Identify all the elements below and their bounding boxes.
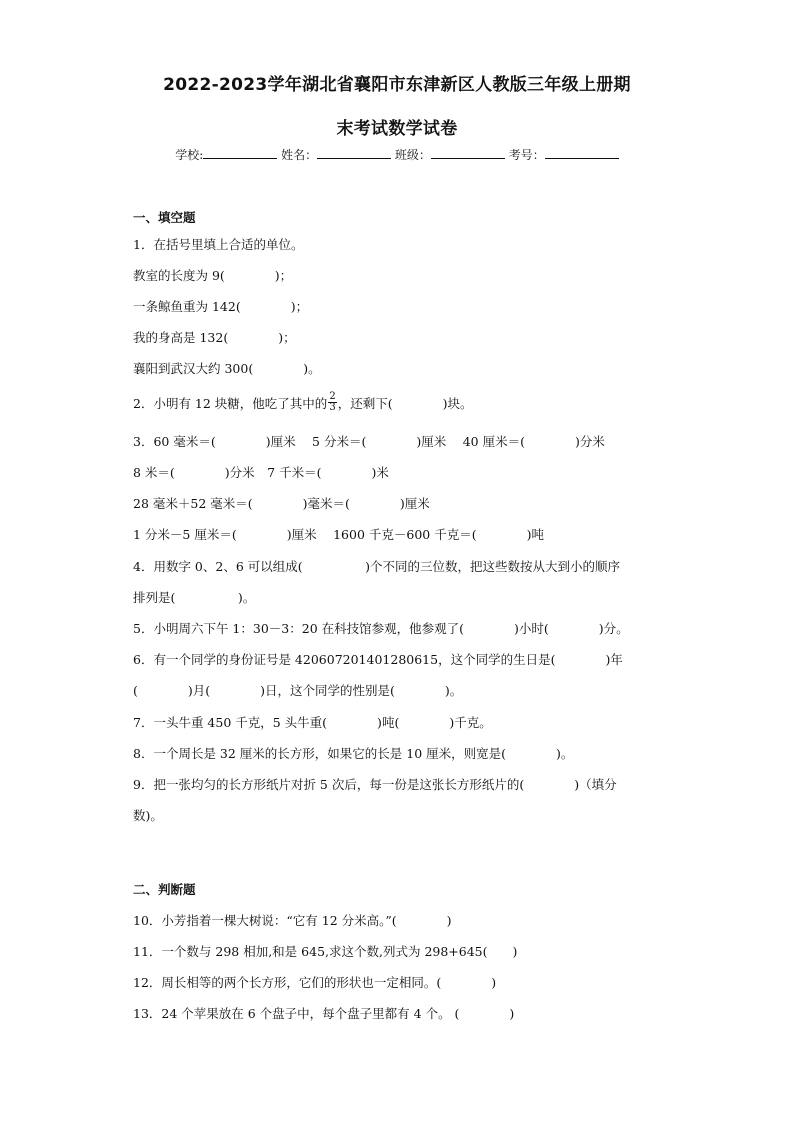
- section-heading-true-false: 二、判断题: [133, 882, 196, 897]
- question-10: 10．小芳指着一棵大树说：“它有 12 分米高。”( ): [133, 913, 452, 928]
- question-3a: 3．60 毫米＝( )厘米 5 分米＝( )厘米 40 厘米＝( )分米: [133, 434, 605, 449]
- fraction-numerator: 2: [329, 391, 336, 402]
- number-label: 考号：: [508, 148, 545, 162]
- section-heading-fill-blank: 一、填空题: [133, 210, 196, 225]
- question-4b: 排列是( )。: [133, 590, 256, 605]
- question-13: 13．24 个苹果放在 6 个盘子中，每个盘子里都有 4 个。 ( ): [133, 1006, 515, 1021]
- exam-title-line2: 末考试数学试卷: [336, 119, 458, 139]
- question-11: 11．一个数与 298 相加,和是 645,求这个数,列式为 298+645( ): [133, 944, 518, 959]
- name-blank[interactable]: [317, 146, 391, 159]
- question-9b: 数)。: [133, 808, 163, 823]
- question-4a: 4．用数字 0、2、6 可以组成( )个不同的三位数，把这些数按从大到小的顺序: [133, 559, 621, 574]
- question-7: 7．一头牛重 450 千克，5 头牛重( )吨( )千克。: [133, 715, 492, 730]
- fraction-two-thirds: [328, 392, 336, 413]
- question-6b: ( )月( )日，这个同学的性别是( )。: [133, 683, 463, 698]
- question-2: [133, 391, 473, 415]
- question-1: 1．在括号里填上合适的单位。: [133, 237, 304, 252]
- school-label: 学校:: [175, 148, 204, 162]
- question-1b: 一条鲸鱼重为 142( )；: [133, 299, 309, 314]
- question-5: 5．小明周六下午 1：30－3：20 在科技馆参观，他参观了( )小时( )分。: [133, 621, 629, 636]
- question-2-suffix: ，还剩下( )块。: [337, 396, 473, 411]
- question-1a: 教室的长度为 9( )；: [133, 268, 293, 283]
- name-label: 姓名：: [281, 148, 318, 162]
- number-blank[interactable]: [545, 146, 619, 159]
- class-label: 班级：: [394, 148, 431, 162]
- question-8: 8．一个周长是 32 厘米的长方形，如果它的长是 10 厘米，则宽是( )。: [133, 746, 574, 761]
- question-1c: 我的身高是 132( )；: [133, 330, 296, 345]
- question-3c: 28 毫米＋52 毫米＝( )毫米＝( )厘米: [133, 496, 430, 511]
- question-6a: 6．有一个同学的身份证号是 420607201401280615，这个同学的生日是( )年: [133, 652, 623, 667]
- exam-title-line1: 2022-2023学年湖北省襄阳市东津新区人教版三年级上册期: [163, 75, 631, 95]
- question-9a: 9．把一张均匀的长方形纸片对折 5 次后，每一份是这张长方形纸片的( )（填分: [133, 777, 617, 792]
- question-3b: 8 米＝( )分米 7 千米＝( )米: [133, 465, 389, 480]
- question-2-prefix: 2．小明有 12 块糖，他吃了其中的: [133, 396, 328, 411]
- fraction-denominator: 3: [329, 402, 336, 413]
- class-blank[interactable]: [431, 146, 505, 159]
- school-blank[interactable]: [203, 146, 277, 159]
- question-12: 12．周长相等的两个长方形，它们的形状也一定相同。( ): [133, 975, 497, 990]
- question-3d: 1 分米－5 厘米＝( )厘米 1600 千克－600 千克＝( )吨: [133, 527, 544, 542]
- question-1d: 襄阳到武汉大约 300( )。: [133, 361, 321, 376]
- student-info-row: [0, 146, 794, 163]
